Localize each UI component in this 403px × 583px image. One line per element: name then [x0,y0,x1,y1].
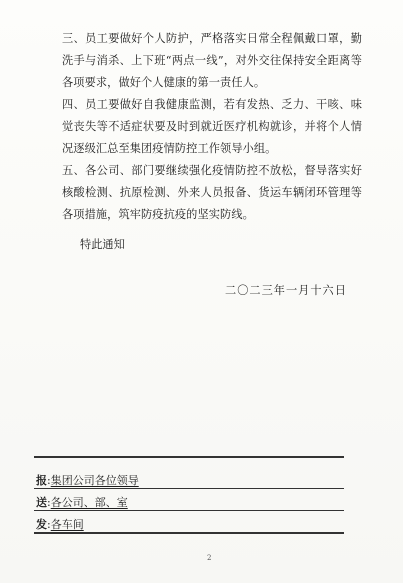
distribution-row-issue: 发:各车间 [36,518,84,531]
footer-bottom-rule [34,532,344,534]
distribution-row-send: 送:各公司、部、室 [36,496,128,509]
distribution-value: 集团公司各位领导 [50,474,139,487]
distribution-key: 发 [36,518,47,531]
closing-text: 特此通知 [80,238,125,251]
distribution-row-report: 报:集团公司各位领导 [36,474,139,487]
footer-top-rule [34,456,344,458]
footer-rule [34,488,344,489]
issue-date: 二〇二三年一月十六日 [225,284,347,297]
distribution-key: 报 [36,474,47,487]
paragraph-3: 三、员工要做好个人防护，严格落实日常全程佩戴口罩，勤洗手与消杀、上下班“两点一线”，对外交往保持安全距离等各项要求，做好个人健康的第一责任人。 [62,32,362,89]
page-number: 2 [207,554,212,562]
paragraph-4: 四、员工要做好自我健康监测，若有发热、乏力、干咳、味觉丧失等不适症状要及时到就近医疗机构就诊，并将个人情况逐级汇总至集团疫情防控工作领导小组。 [62,98,362,155]
paragraph-5: 五、各公司、部门要继续强化疫情防控不放松，督导落实好核酸检测、抗原检测、外来人员报备、货运车辆闭环管理等各项措施，筑牢防疫抗疫的坚实防线。 [62,164,362,221]
distribution-value: 各车间 [50,518,84,531]
footer-rule [34,510,344,511]
distribution-value: 各公司、部、室 [50,496,128,509]
distribution-key: 送 [36,496,47,509]
